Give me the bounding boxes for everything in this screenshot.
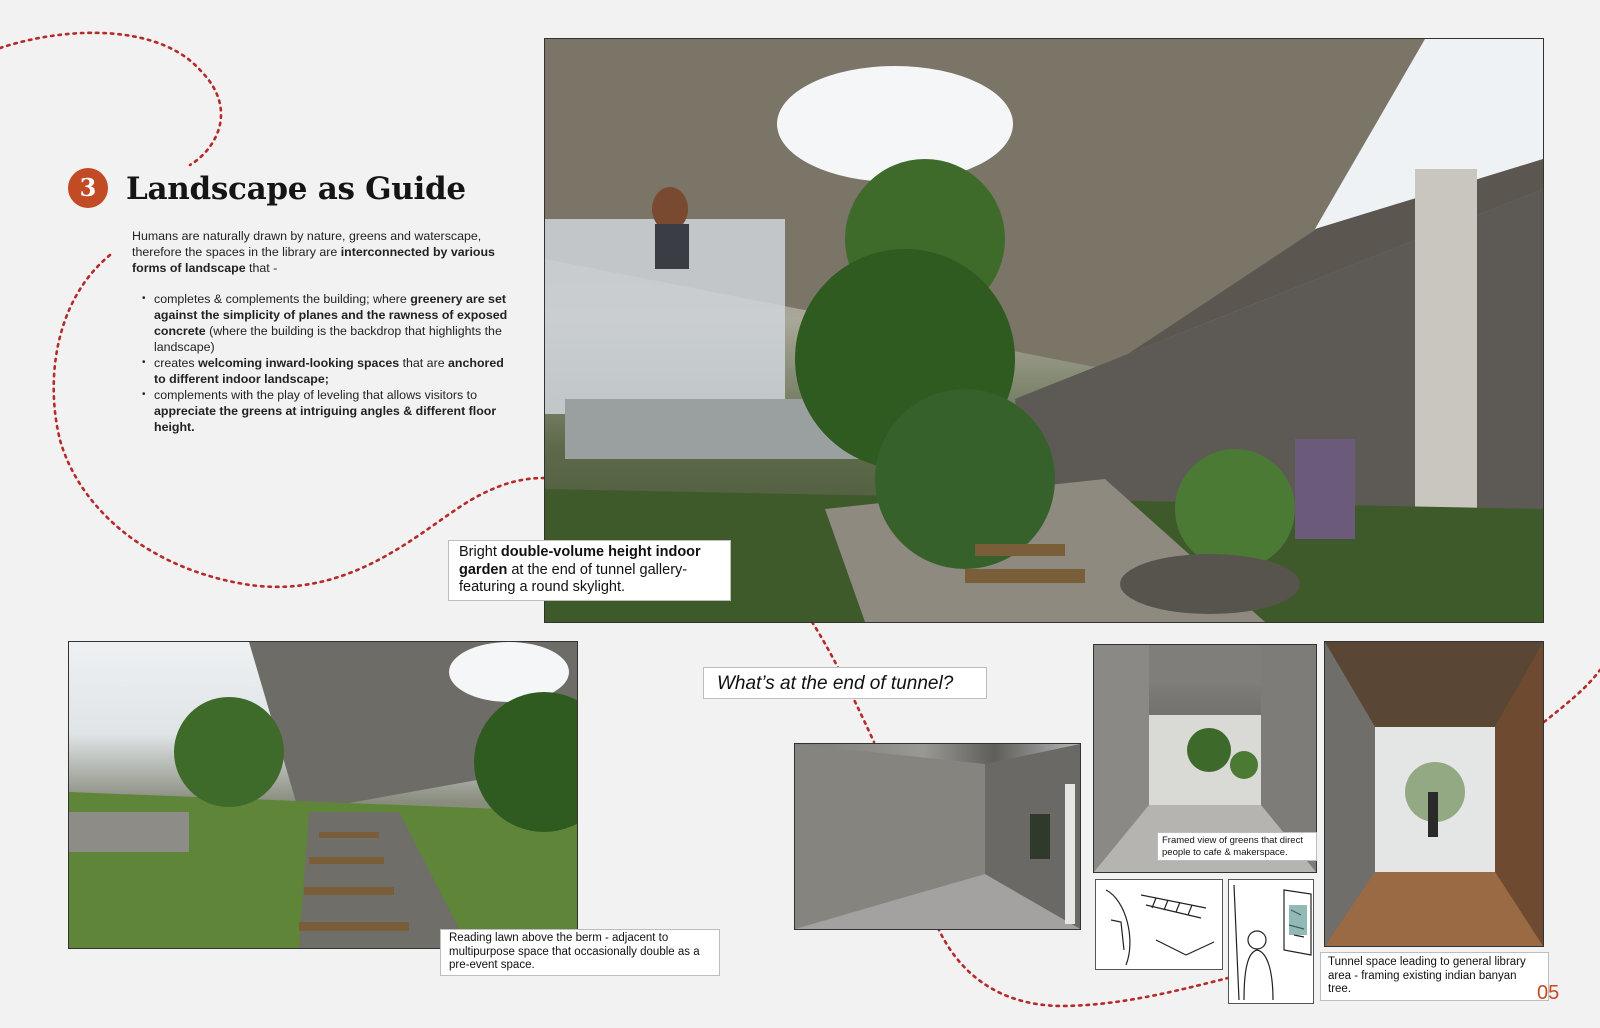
caption-bold: double-volume height indoor garden: [459, 544, 701, 578]
bullet-text: complements with the play of leveling that allows visitors to: [154, 388, 477, 402]
caption-reading-lawn: Reading lawn above the berm - adjacent to multipurpose space that occasionally double as a pre-event space.: [440, 929, 720, 976]
bullet-text: completes & complements the building; where: [154, 292, 411, 306]
section-number-badge: 3: [68, 168, 108, 208]
tunnel-question: What’s at the end of tunnel?: [703, 667, 987, 699]
sketch-tunnel-drawing: [1096, 880, 1222, 969]
sketch-figure-drawing: [1229, 880, 1313, 1003]
bullet-list: [136, 291, 508, 435]
indoor-garden-render: [544, 38, 1544, 623]
caption-text: at the end of tunnel gallery- featuring a round skylight.: [459, 561, 688, 595]
intro-paragraph: [132, 228, 504, 276]
bullet-bold: anchored to different indoor landscape;: [154, 356, 504, 386]
intro-text: Humans are naturally drawn by nature, greens and waterscape, therefore the spaces in the library are: [132, 229, 482, 259]
intro-text-end: that -: [245, 261, 278, 275]
bullet-item: [136, 355, 508, 387]
caption-text: Bright: [459, 544, 501, 560]
bullet-item: [136, 291, 508, 355]
reading-lawn-render: [68, 641, 578, 949]
caption-indoor-garden: [448, 540, 731, 601]
bullet-text: (where the building is the backdrop that highlights the landscape): [154, 324, 502, 354]
corridor-render: [1324, 641, 1544, 947]
tunnel-wall-render: [794, 743, 1081, 930]
bullet-bold: appreciate the greens at intriguing angles & different floor height.: [154, 404, 497, 434]
bullet-bold: greenery are set against the simplicity of planes and the rawness of exposed concrete: [154, 292, 508, 338]
page-number: 05: [1537, 982, 1560, 1004]
corridor-illustration: [1325, 642, 1543, 946]
caption-framed-view: Framed view of greens that direct people to cafe & makerspace.: [1157, 832, 1317, 861]
reading-lawn-illustration: [69, 642, 577, 948]
sketch-figure: [1228, 879, 1314, 1004]
bullet-text: creates: [154, 356, 199, 370]
bullet-bold: welcoming inward-looking spaces: [198, 356, 400, 370]
sketch-tunnel: [1095, 879, 1223, 970]
tunnel-illustration: [795, 744, 1080, 929]
intro-bold: interconnected by various forms of landscape: [132, 245, 495, 275]
caption-corridor: Tunnel space leading to general library area - framing existing indian banyan tree.: [1320, 952, 1549, 1001]
section-title: Landscape as Guide: [126, 171, 466, 207]
bullet-item: [136, 387, 508, 435]
indoor-garden-illustration: [545, 39, 1543, 622]
bullet-text: that are: [399, 356, 449, 370]
